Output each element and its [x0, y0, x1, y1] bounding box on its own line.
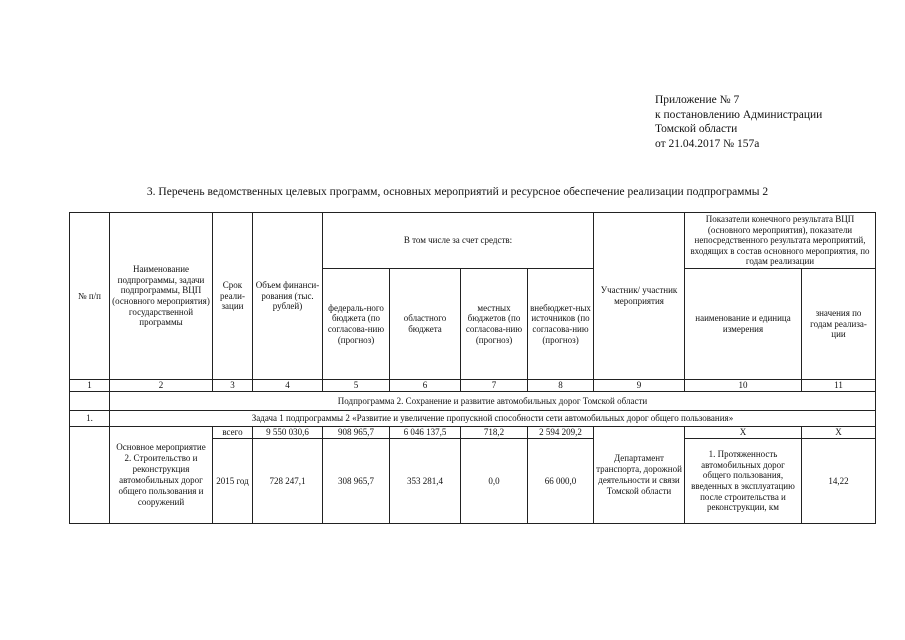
- column-number: 4: [253, 379, 323, 391]
- year-value: 14,22: [802, 438, 876, 523]
- header-federal: федераль-ного бюджета (по согласова-нию (прогноз): [323, 268, 390, 379]
- subprogram-row: [70, 391, 876, 410]
- column-number: 10: [685, 379, 802, 391]
- total-indicator: Х: [685, 426, 802, 438]
- activity-total-row: [70, 426, 876, 438]
- column-number: 11: [802, 379, 876, 391]
- header-volume: Объем финанси-рования (тыс. рублей): [253, 213, 323, 380]
- column-number: 1: [70, 379, 110, 391]
- header-indicator-name: наименование и единица измерения: [685, 268, 802, 379]
- header-name: Наименование подпрограммы, задачи подпрограммы, ВЦП (основного мероприятия) государственной программы: [110, 213, 213, 380]
- header-regional: областного бюджета: [390, 268, 461, 379]
- appendix-line: к постановлению Администрации: [655, 108, 823, 121]
- total-federal: 908 965,7: [323, 426, 390, 438]
- total-value: Х: [802, 426, 876, 438]
- year-regional: 353 281,4: [390, 438, 461, 523]
- task-row: [70, 410, 876, 426]
- column-number: 3: [213, 379, 253, 391]
- year-period: 2015 год: [213, 438, 253, 523]
- empty-cell: [70, 426, 110, 523]
- header-funding-group: В том числе за счет средств:: [323, 213, 594, 269]
- column-number: 2: [110, 379, 213, 391]
- column-number: 6: [390, 379, 461, 391]
- activity-participant: Департамент транспорта, дорожной деятельности и связи Томской области: [594, 426, 685, 523]
- total-volume: 9 550 030,6: [253, 426, 323, 438]
- document-title: 3. Перечень ведомственных целевых программ, основных мероприятий и ресурсное обеспечение реализации подпрограммы 2: [146, 186, 769, 198]
- total-regional: 6 046 137,5: [390, 426, 461, 438]
- total-local: 718,2: [461, 426, 528, 438]
- column-number: 9: [594, 379, 685, 391]
- column-number: 5: [323, 379, 390, 391]
- header-period: Срок реали-зации: [213, 213, 253, 380]
- column-numbers-row: [70, 379, 876, 391]
- activity-name: Основное мероприятие 2. Строительство и реконструкция автомобильных дорог общего пользования и сооружений: [110, 426, 213, 523]
- header-participant: Участник/ участник мероприятия: [594, 213, 685, 380]
- header-local: местных бюджетов (по согласова-нию (прогноз): [461, 268, 528, 379]
- task-title: Задача 1 подпрограммы 2 «Развитие и увеличение пропускной способности сети автомобильных дорог общего пользования»: [110, 410, 876, 426]
- column-number: 7: [461, 379, 528, 391]
- task-number: 1.: [70, 410, 110, 426]
- header-num: № п/п: [70, 213, 110, 380]
- appendix-block: [655, 93, 822, 151]
- year-indicator: 1. Протяженность автомобильных дорог общего пользования, введенных в эксплуатацию после строительства и реконструкции, км: [685, 438, 802, 523]
- year-volume: 728 247,1: [253, 438, 323, 523]
- total-extra: 2 594 209,2: [528, 426, 594, 438]
- total-period: всего: [213, 426, 253, 438]
- year-federal: 308 965,7: [323, 438, 390, 523]
- subprogram-title: Подпрограмма 2. Сохранение и развитие автомобильных дорог Томской области: [110, 391, 876, 410]
- header-extra: внебюджет-ных источников (по согласова-нию (прогноз): [528, 268, 594, 379]
- appendix-date: от 21.04.2017 № 157а: [655, 137, 760, 150]
- year-extra: 66 000,0: [528, 438, 594, 523]
- empty-cell: [70, 391, 110, 410]
- appendix-line: Томской области: [655, 123, 738, 135]
- header-indicators-group: Показатели конечного результата ВЦП (основного мероприятия), показатели непосредственного результата мероприятий, входящих в состав основного мероприятия, по годам реализации: [685, 213, 876, 269]
- column-number: 8: [528, 379, 594, 391]
- header-indicator-values: значения по годам реализа-ции: [802, 268, 876, 379]
- header-row: [70, 213, 876, 269]
- appendix-line: Приложение № 7: [655, 94, 740, 106]
- year-local: 0,0: [461, 438, 528, 523]
- program-table: [69, 212, 876, 524]
